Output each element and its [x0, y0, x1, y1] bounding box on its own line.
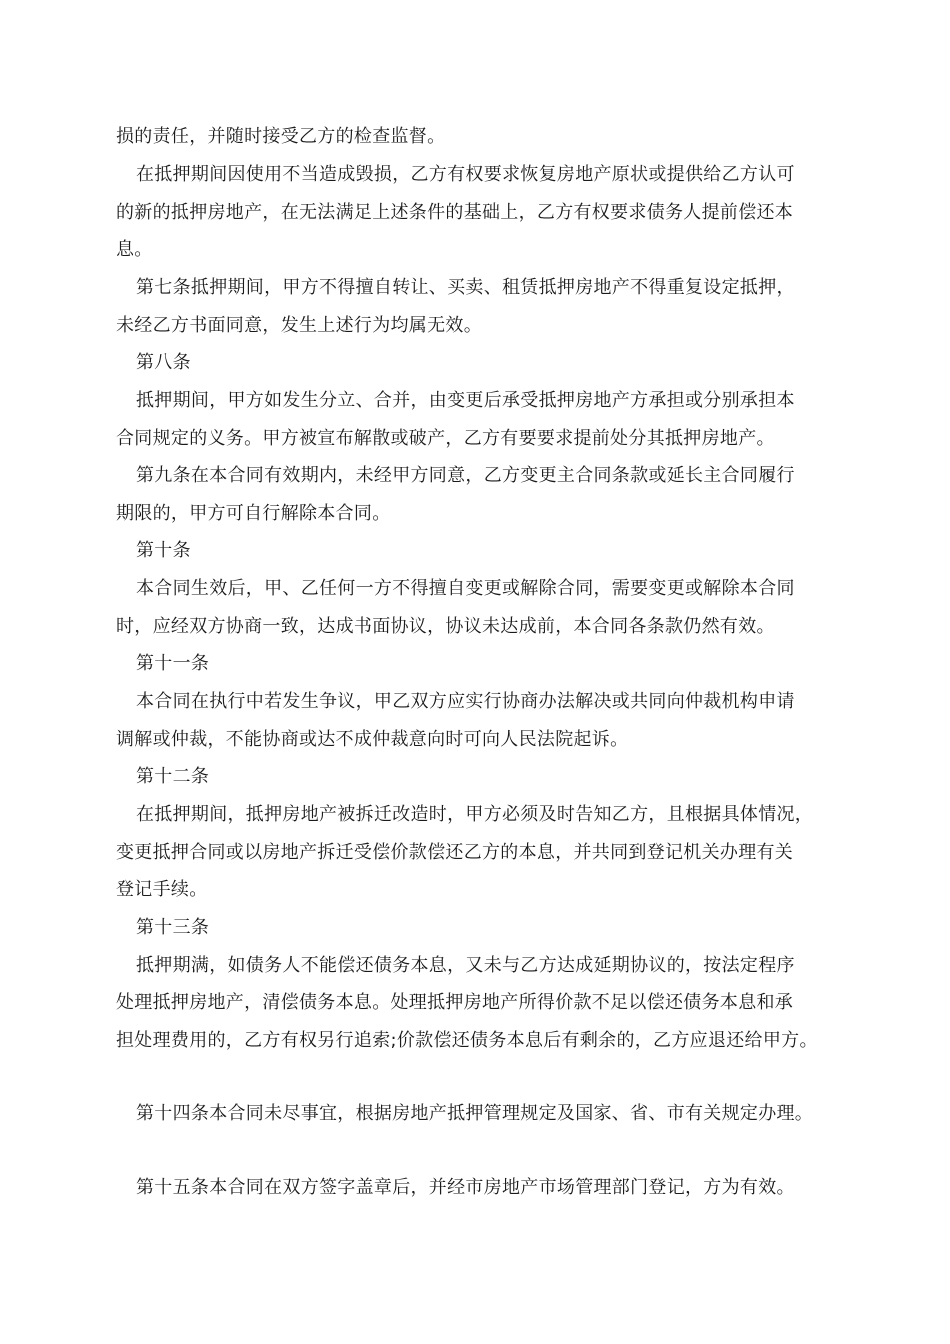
section-heading: 第八条 — [136, 352, 191, 373]
section-heading: 第十三条 — [136, 917, 210, 938]
text-line: 第十四条本合同未尽事宜，根据房地产抵押管理规定及国家、省、市有关规定办理。 — [136, 1103, 814, 1124]
text-line: 在抵押期间，抵押房地产被拆迁改造时，甲方必须及时告知乙方，且根据具体情况， — [136, 804, 814, 825]
text-line: 的新的抵押房地产，在无法满足上述条件的基础上，乙方有权要求债务人提前偿还本 — [116, 202, 794, 223]
section-heading: 第十二条 — [136, 766, 210, 787]
text-line: 抵押期满，如债务人不能偿还债务本息，又未与乙方达成延期协议的，按法定程序 — [136, 955, 795, 976]
text-line: 未经乙方书面同意，发生上述行为均属无效。 — [116, 315, 482, 336]
text-line: 登记手续。 — [116, 879, 208, 900]
text-line: 变更抵押合同或以房地产拆迁受偿价款偿还乙方的本息，并共同到登记机关办理有关 — [116, 842, 794, 863]
text-line: 期限的，甲方可自行解除本合同。 — [116, 503, 391, 524]
text-line: 在抵押期间因使用不当造成毁损，乙方有权要求恢复房地产原状或提供给乙方认可 — [136, 164, 795, 185]
section-heading: 第十条 — [136, 540, 191, 561]
text-line: 合同规定的义务。甲方被宣布解散或破产，乙方有要要求提前处分其抵押房地产。 — [116, 428, 775, 449]
text-line: 抵押期间，甲方如发生分立、合并，由变更后承受抵押房地产方承担或分别承担本 — [136, 390, 795, 411]
text-line: 处理抵押房地产，清偿债务本息。处理抵押房地产所得价款不足以偿还债务本息和承 — [116, 992, 794, 1013]
text-line: 调解或仲裁，不能协商或达不成仲裁意向时可向人民法院起诉。 — [116, 729, 629, 750]
text-line: 担处理费用的，乙方有权另行追索;价款偿还债务本息后有剩余的，乙方应退还给甲方。 — [116, 1030, 818, 1051]
text-line: 本合同生效后，甲、乙任何一方不得擅自变更或解除合同，需要变更或解除本合同 — [136, 578, 795, 599]
text-line: 第九条在本合同有效期内，未经甲方同意，乙方变更主合同条款或延长主合同履行 — [136, 465, 795, 486]
text-line: 第十五条本合同在双方签字盖章后，并经市房地产市场管理部门登记，方为有效。 — [136, 1177, 795, 1198]
text-line: 第七条抵押期间，甲方不得擅自转让、买卖、租赁抵押房地产不得重复设定抵押， — [136, 277, 795, 298]
section-heading: 第十一条 — [136, 653, 210, 674]
text-line: 本合同在执行中若发生争议，甲乙双方应实行协商办法解决或共同向仲裁机构申请 — [136, 691, 795, 712]
text-line: 时，应经双方协商一致，达成书面协议，协议未达成前，本合同各条款仍然有效。 — [116, 616, 775, 637]
text-line: 息。 — [116, 239, 153, 260]
text-line: 损的责任，并随时接受乙方的检查监督。 — [116, 126, 446, 147]
